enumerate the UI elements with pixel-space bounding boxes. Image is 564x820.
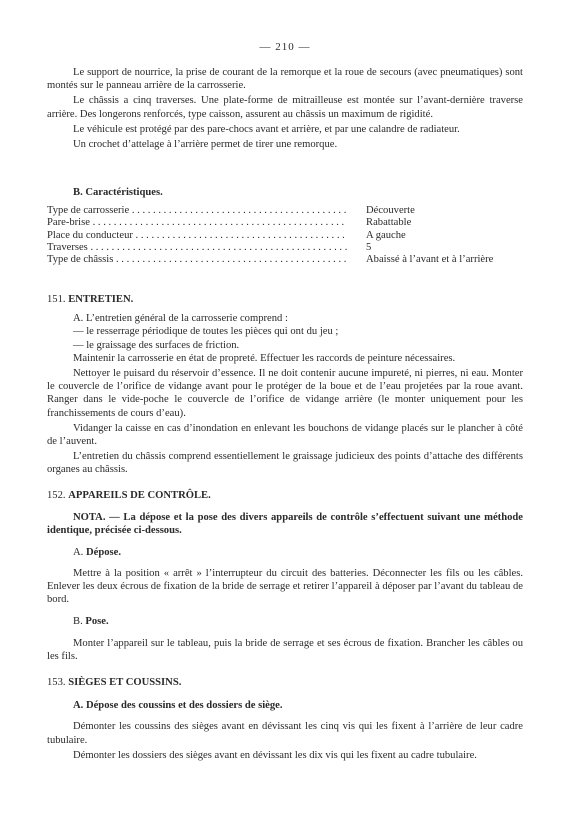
characteristics-table (47, 204, 523, 265)
paragraph: Démonter les dossiers des sièges avant en dévissant les dix vis qui les fixent au cadre tubulaire. (73, 749, 477, 761)
section-heading (47, 293, 523, 306)
characteristics-heading-block (47, 186, 523, 199)
subsection-heading: A. Dépose des coussins et des dossiers de siège. (73, 700, 283, 712)
spec-label: Type de carrosserie . . . (47, 204, 347, 216)
intro-paragraph: Le support de nourrice, la prise de courant de la remorque et la roue de secours (avec pneumatiques) sont montés sur le panneau arrière de la carrosserie. (47, 67, 523, 92)
spec-row (47, 204, 523, 216)
spec-value: A gauche (366, 229, 406, 241)
characteristics-heading: B. Caractéristiques. (73, 187, 163, 198)
subsection-title: Pose. (85, 616, 109, 628)
intro-paragraph: Le châssis a cinq traverses. Une plate-forme de mitrailleuse est montée sur l’avant-dernière traverse arrière. Des longerons renforcés, type caisson, assurent au châssis un maximum de rigidité. (47, 95, 523, 120)
section-title: SIÈGES ET COUSSINS. (68, 677, 182, 688)
section-number: 153. (47, 677, 66, 688)
section-number: 152. (47, 490, 66, 501)
spec-row (47, 216, 523, 228)
paragraph: L’entretien du châssis comprend essentiellement le graissage judicieux des points d’attache des différents organes au châssis. (47, 451, 523, 476)
section-153 (47, 676, 523, 762)
spec-row (47, 253, 523, 265)
paragraph: Nettoyer le puisard du réservoir d’essence. Il ne doit contenir aucune impureté, ni pierres, ni eau. Monter le couvercle de l’orifice de vidange avant pour le protéger de la boue et de l’eau projetées par la roue avant. Ranger dans le vide-poche le couvercle de l’orifice de vidange arrière (le monter uniquement pour les franchissements de cours d’eau). (47, 368, 523, 419)
maintenance-intro: A. L’entretien général de la carrosserie comprend : (73, 313, 288, 325)
section-152 (47, 489, 523, 663)
subsection-title: Dépose. (85, 546, 121, 558)
subsection-prefix: A. (73, 546, 84, 558)
paragraph: Monter l’appareil sur le tableau, puis la bride de serrage et ses écrous de fixation. Brancher les câbles ou les fils. (47, 637, 523, 662)
section-title: ENTRETIEN. (68, 294, 134, 305)
paragraph: Démonter les coussins des sièges avant en dévissant les cinq vis qui les fixent à l’arrière de leur cadre tubulaire. (47, 721, 523, 746)
spec-label: Type de châssis . . . (47, 253, 347, 265)
list-item: — le resserrage périodique de toutes les pièces qui ont du jeu ; (73, 326, 339, 338)
paragraph: Vidanger la caisse en cas d’inondation en enlevant les bouchons de vidange placés sur le plancher à côté de l’auvent. (47, 422, 523, 448)
spec-value: Abaissé à l’avant et à l’arrière (366, 254, 494, 266)
section-number: 151. (47, 294, 66, 305)
subsection-heading (47, 546, 523, 559)
section-heading (47, 676, 523, 689)
spec-value: 5 (366, 241, 372, 253)
spec-value: Rabattable (366, 217, 412, 229)
subsection-prefix: B. (73, 616, 83, 628)
paragraph: Maintenir la carrosserie en état de propreté. Effectuer les raccords de peinture nécessaires. (73, 352, 456, 364)
section-heading (47, 489, 523, 502)
intro-paragraph: Le véhicule est protégé par des pare-chocs avant et arrière, et par une calandre de radiateur. (73, 123, 460, 135)
section-151 (47, 293, 523, 477)
intro-paragraph: Un crochet d’attelage à l’arrière permet de tirer une remorque. (73, 139, 338, 151)
spec-value: Découverte (366, 205, 415, 216)
spec-label: Place du conducteur . . . (47, 229, 347, 241)
spec-label: Pare-brise . . . (47, 216, 347, 228)
spec-row (47, 229, 523, 241)
list-item: — le graissage des surfaces de friction. (73, 339, 240, 351)
page-number: — 210 — (259, 41, 311, 53)
spec-label: Traverses . . . (47, 241, 347, 253)
intro-block (47, 66, 523, 151)
spec-row (47, 241, 523, 253)
subsection-heading (47, 615, 523, 628)
section-title: APPAREILS DE CONTRÔLE. (68, 490, 211, 501)
nota-paragraph: NOTA. — La dépose et la pose des divers appareils de contrôle s’effectuent suivant une méthode identique, précisée ci-dessous. (47, 512, 523, 537)
paragraph: Mettre à la position « arrêt » l’interrupteur du circuit des batteries. Déconnecter les fils ou les câbles. Enlever les deux écrous de fixation de la bride de serrage et retirer l’appareil à déposer par l’avant du tableau de bord. (47, 567, 523, 606)
